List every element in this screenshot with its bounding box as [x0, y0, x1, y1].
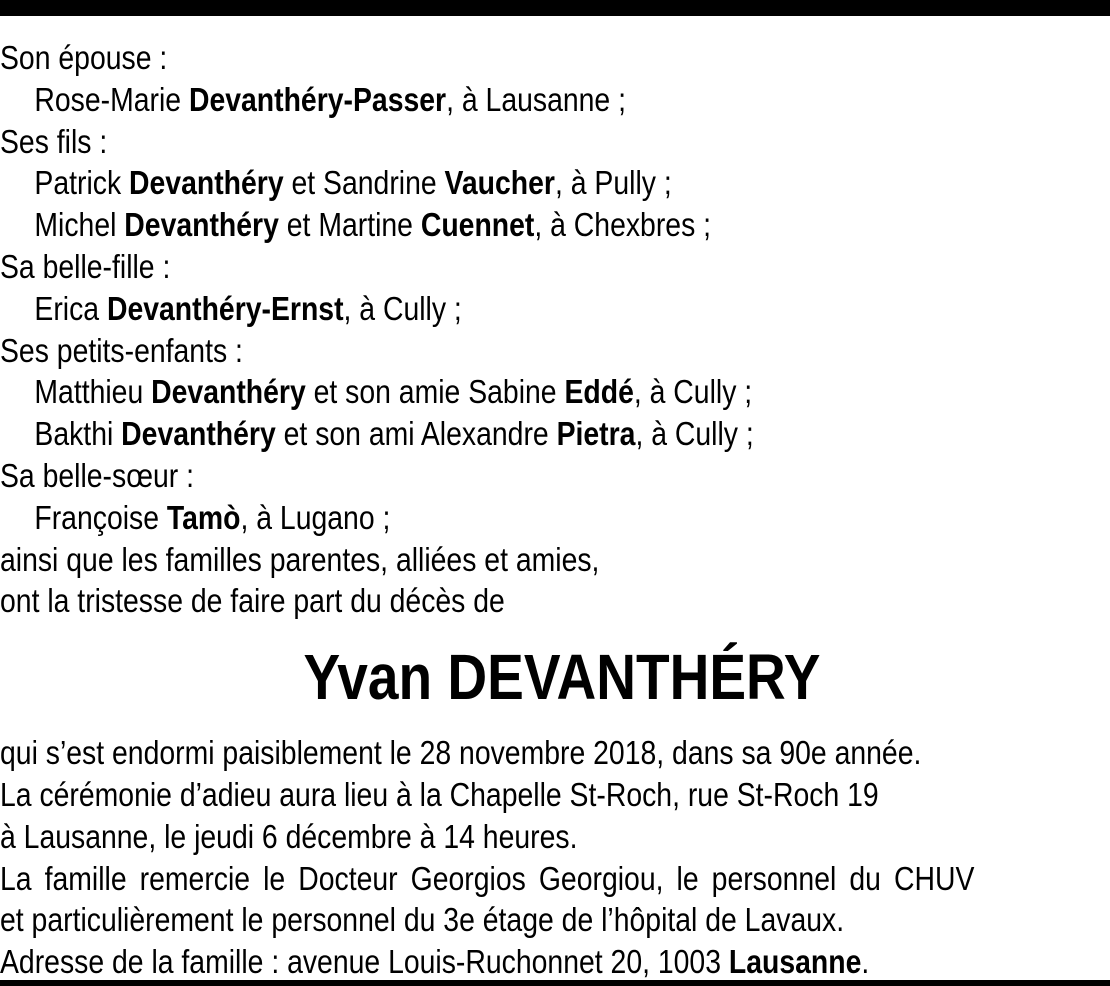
surname: Eddé [564, 373, 634, 411]
surname: Devanthéry [124, 206, 279, 244]
detail-line: La famille remercie le Docteur Georgios Georgiou, le personnel du CHUV [0, 859, 975, 897]
member-text: , à Lugano ; [240, 498, 391, 536]
member-text: Françoise [34, 498, 167, 536]
address-city: Lausanne [728, 943, 862, 981]
member-text: Erica [34, 289, 107, 327]
closing-line: ont la tristesse de faire part du décès de [0, 582, 505, 620]
family-member [0, 371, 955, 413]
relation-heading: Son épouse : [0, 39, 168, 76]
deceased-name: Yvan DEVANTHÉRY [303, 641, 821, 714]
surname: Vaucher [444, 164, 555, 202]
detail-line: à Lausanne, le jeudi 6 décembre à 14 heures. [0, 817, 578, 855]
bottom-rule [0, 980, 1110, 986]
member-text: Matthieu [34, 373, 152, 411]
member-text: et Sandrine [283, 164, 445, 202]
member-text: Rose-Marie [34, 80, 189, 118]
surname: Devanthéry-Ernst [106, 289, 344, 327]
obituary-notice [0, 37, 1110, 983]
family-member [0, 162, 955, 204]
family-member [0, 204, 955, 246]
detail-line: La cérémonie d’adieu aura lieu à la Chapelle St-Roch, rue St-Roch 19 [0, 775, 879, 813]
member-text: , à Cully ; [343, 289, 462, 327]
family-member [0, 413, 955, 455]
family-address [0, 941, 955, 983]
detail-line: qui s’est endormi paisiblement le 28 novembre 2018, dans sa 90e année. [0, 734, 922, 772]
member-text: Patrick [34, 164, 130, 202]
member-text: , à Cully ; [635, 415, 754, 453]
address-end: . [861, 943, 870, 981]
relation-heading: Sa belle-fille : [0, 247, 171, 285]
member-text: Bakthi [34, 415, 122, 453]
surname: Pietra [556, 415, 636, 453]
detail-line: et particulièrement le personnel du 3e étage de l’hôpital de Lavaux. [0, 901, 845, 939]
surname: Devanthéry [151, 373, 306, 411]
surname: Tamò [166, 498, 241, 536]
family-member [0, 79, 955, 121]
closing-intro [0, 539, 1110, 623]
family-list [0, 37, 1110, 539]
details-block [0, 732, 1110, 941]
member-text: et son amie Sabine [305, 373, 565, 411]
relation-heading: Ses fils : [0, 122, 108, 160]
member-text: Michel [34, 206, 125, 244]
member-text: , à Pully ; [554, 164, 672, 202]
member-text: , à Chexbres ; [534, 206, 712, 244]
family-member [0, 497, 955, 539]
family-member [0, 288, 955, 330]
member-text: , à Cully ; [633, 373, 753, 411]
surname: Devanthéry-Passer [188, 80, 447, 118]
member-text: et son ami Alexandre [275, 415, 557, 453]
relation-heading: Sa belle-sœur : [0, 456, 194, 494]
member-text: , à Lausanne ; [446, 80, 626, 118]
closing-line: ainsi que les familles parentes, alliées et amies, [0, 540, 600, 578]
surname: Devanthéry [121, 415, 276, 453]
address-text: Adresse de la famille : avenue Louis-Ruchonnet 20, 1003 [0, 943, 729, 981]
surname: Cuennet [420, 206, 535, 244]
top-rule [0, 0, 1110, 16]
member-text: et Martine [278, 206, 421, 244]
surname: Devanthéry [129, 164, 284, 202]
relation-heading: Ses petits-enfants : [0, 331, 243, 369]
